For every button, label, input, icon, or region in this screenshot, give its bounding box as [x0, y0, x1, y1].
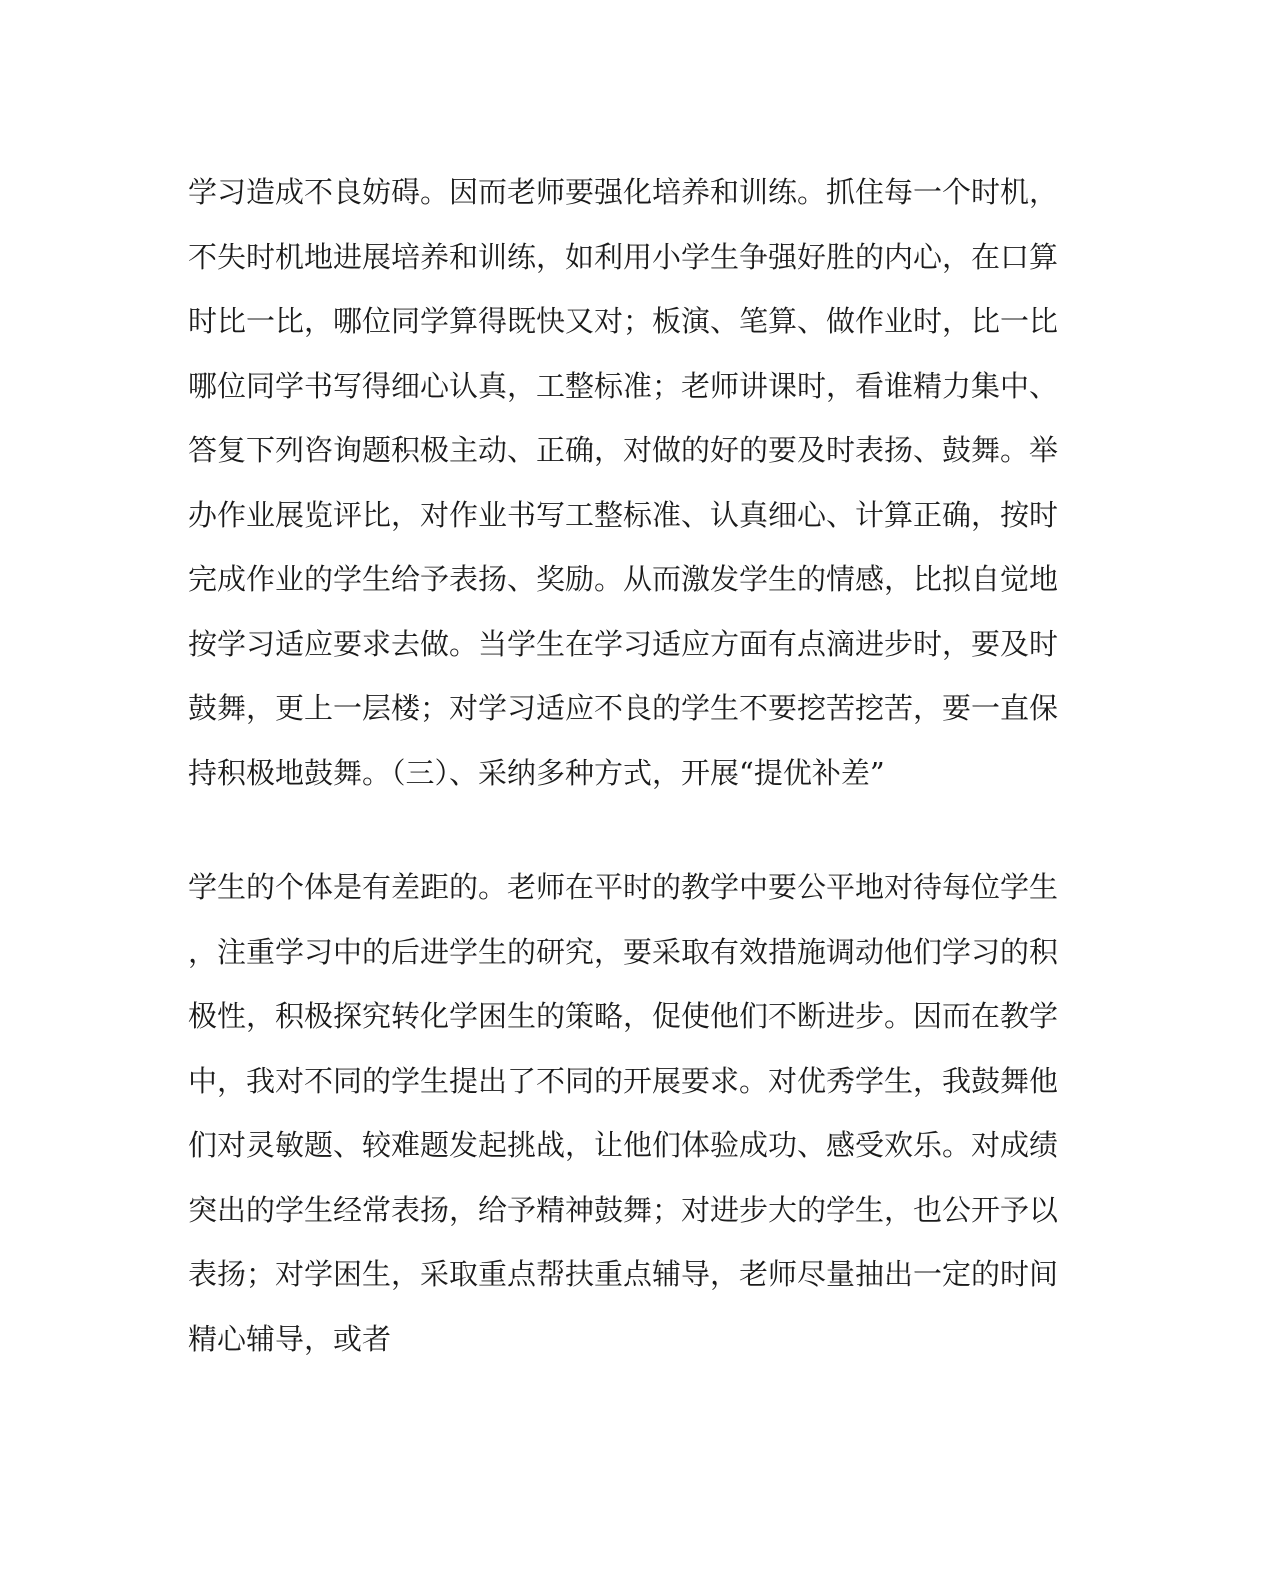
- text-line: 突出的学生经常表扬，给予精神鼓舞；对进步大的学生，也公开予以: [188, 1192, 1059, 1227]
- text-line: 学习造成不良妨碍。因而老师要强化培养和训练。抓住每一个时机，: [188, 175, 1059, 209]
- text-line: 哪位同学书写得细心认真，工整标准；老师讲课时，看谁精力集中、: [188, 368, 1059, 403]
- text-line: 精心辅导，或者: [188, 1321, 392, 1356]
- text-line: 鼓舞，更上一层楼；对学习适应不良的学生不要挖苦挖苦，要一直保: [188, 691, 1059, 725]
- paragraph-1: [188, 160, 1059, 805]
- text-line: 时比一比，哪位同学算得既快又对；板演、笔算、做作业时，比一比: [188, 304, 1059, 338]
- text-line: ，注重学习中的后进学生的研究，要采取有效措施调动他们学习的积: [188, 934, 1059, 969]
- text-line: 们对灵敏题、较难题发起挑战，让他们体验成功、感受欢乐。对成绩: [188, 1128, 1059, 1162]
- text-line: 办作业展览评比，对作业书写工整标准、认真细心、计算正确，按时: [188, 497, 1059, 532]
- text-line: 不失时机地进展培养和训练，如利用小学生争强好胜的内心，在口算: [188, 239, 1059, 274]
- text-line: 中，我对不同的学生提出了不同的开展要求。对优秀学生，我鼓舞他: [188, 1063, 1059, 1098]
- text-line: 答复下列咨询题积极主动、正确，对做的好的要及时表扬、鼓舞。举: [188, 433, 1059, 467]
- paragraph-2: [188, 855, 1059, 1371]
- text-line: 学生的个体是有差距的。老师在平时的教学中要公平地对待每位学生: [188, 870, 1059, 904]
- text-line: 完成作业的学生给予表扬、奖励。从而激发学生的情感，比拟自觉地: [188, 562, 1059, 596]
- text-line: 持积极地鼓舞。（三）、采纳多种方式，开展“提优补差”: [188, 755, 885, 790]
- text-line: 表扬；对学困生，采取重点帮扶重点辅导，老师尽量抽出一定的时间: [188, 1257, 1059, 1291]
- text-line: 极性，积极探究转化学困生的策略，促使他们不断进步。因而在教学: [188, 999, 1059, 1033]
- text-line: 按学习适应要求去做。当学生在学习适应方面有点滴进步时，要及时: [188, 626, 1059, 661]
